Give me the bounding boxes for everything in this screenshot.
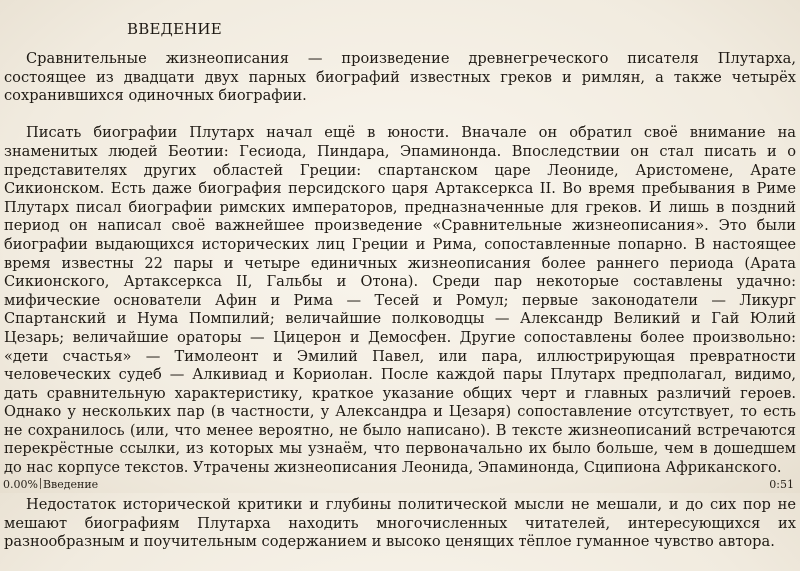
status-left: [3, 477, 98, 493]
paragraph: Сравнительные жизнеописания — произведение древнегреческого писателя Плутарха, состоящее из двадцати двух парных биографий известных греков и римлян, а также четырёх сохранившихся одиночных биографии.: [4, 50, 796, 105]
reading-progress: 0.00%: [3, 478, 38, 491]
status-bar: [0, 477, 800, 493]
paragraph: Писать биографии Плутарх начал ещё в юности. Вначале он обратил своё внимание на знаменитых людей Беотии: Гесиода, Пиндара, Эпаминонда. Впоследствии он стал писать и о представителях других областей Греции: спартанском царе Леониде, Аристомене, Арате Сикионском. Есть даже биография персидского царя Артаксеркса II. Во время пребывания в Риме Плутарх писал биографии римских императоров, предназначенные для греков. И лишь в поздний период он написал своё важнейшее произведение «Сравнительные жизнеописания». Это были биографии выдающихся исторических лиц Греции и Рима, сопоставленные попарно. В настоящее время известны 22 пары и четыре единичных жизнеописания более раннего периода (Арата Сикионского, Артаксеркса II, Гальбы и Отона). Среди пар некоторые составлены удачно: мифические основатели Афин и Рима — Тесей и Ромул; первые законодатели — Ликург Спартанский и Нума Помпилий; величайшие полководцы — Александр Великий и Гай Юлий Цезарь; величайшие ораторы — Цицерон и Демосфен. Другие сопоставлены более произвольно: «дети счастья» — Тимолеонт и Эмилий Павел, или пара, иллюстрирующая превратности человеческих судеб — Алкивиад и Кориолан. После каждой пары Плутарх предполагал, видимо, дать сравнительную характеристику, краткое указание общих черт и главных различий героев. Однако у нескольких пар (в частности, у Александра и Цезаря) сопоставление отсутствует, то есть не сохранилось (или, что менее вероятно, не было написано). В тексте жизнеописаний встречаются перекрёстные ссылки, из которых мы узнаём, что первоначально их было больше, чем в дошедшем до нас корпусе текстов. Утрачены жизнеописания Леонида, Эпаминонда, Сципиона Африканского.: [4, 124, 796, 477]
current-chapter-name: Введение: [42, 478, 99, 491]
status-separator: [40, 478, 41, 489]
paragraph: Недостаток исторической критики и глубины политической мысли не мешали, и до сих пор не мешают биографиям Плутарха находить многочисленных читателей, интересующихся их разнообразным и поучительным содержанием и высоко ценящих тёплое гуманное чувство автора.: [4, 496, 796, 551]
chapter-title: ВВЕДЕНИЕ: [127, 20, 222, 38]
clock: 0:51: [769, 478, 794, 491]
